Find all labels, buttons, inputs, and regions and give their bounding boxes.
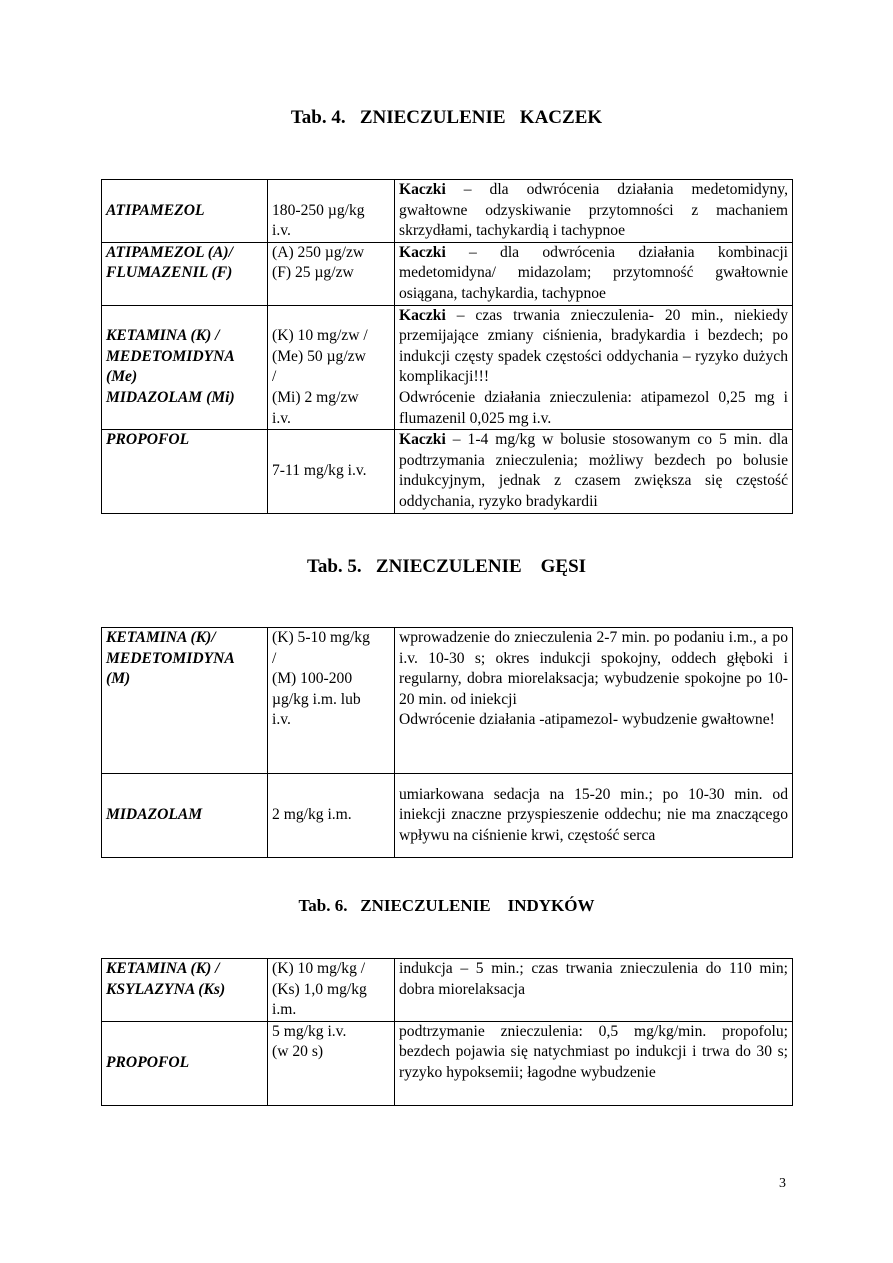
- table-4-title: Tab. 4. ZNIECZULENIE KACZEK: [290, 107, 603, 128]
- drug-cell: ATIPAMEZOL: [102, 180, 268, 243]
- page-number: 3: [779, 1176, 786, 1191]
- table-5: [101, 627, 793, 858]
- table-row: [102, 430, 793, 514]
- note-cell: umiarkowana sedacja na 15-20 min.; po 10-30 min. od iniekcji znaczne przyspieszenie oddechu; nie ma znaczącego wpływu na ciśnienie krwi, częstość serca: [395, 774, 793, 858]
- note-cell: Kaczki – 1-4 mg/kg w bolusie stosowanym co 5 min. dla podtrzymania znieczulenia; możliwy bezdech po bolusie indukcyjnym, jednak z czasem zwiększa się częstość oddychania, ryzyko bradykardii: [395, 430, 793, 514]
- dose-cell: (K) 10 mg/zw / (Me) 50 µg/zw / (Mi) 2 mg/zw i.v.: [268, 305, 395, 430]
- table-row: [102, 242, 793, 305]
- table-row: [102, 959, 793, 1022]
- dose-cell: (A) 250 µg/zw (F) 25 µg/zw: [268, 242, 395, 305]
- note-cell: podtrzymanie znieczulenia: 0,5 mg/kg/min. propofolu; bezdech pojawia się natychmiast po indukcji i trwa do 30 s; ryzyko hypoksemii; łagodne wybudzenie: [395, 1021, 793, 1105]
- dose-cell: (K) 10 mg/kg / (Ks) 1,0 mg/kg i.m.: [268, 959, 395, 1022]
- drug-cell: MIDAZOLAM: [102, 774, 268, 858]
- dose-cell: 2 mg/kg i.m.: [268, 774, 395, 858]
- drug-cell: PROPOFOL: [102, 1021, 268, 1105]
- note-cell: Kaczki – czas trwania znieczulenia- 20 min., niekiedy przemijające zmiany ciśnienia, bradykardia i bezdech; po indukcji częsty spadek częstości oddychania – ryzyko dużych komplikacji!!! Odwrócenie działania znieczulenia: atipamezol 0,25 mg i flumazenil 0,025 mg i.v.: [395, 305, 793, 430]
- drug-cell: KETAMINA (K)/ MEDETOMIDYNA (M): [102, 628, 268, 774]
- dose-cell: (K) 5-10 mg/kg / (M) 100-200 µg/kg i.m. lub i.v.: [268, 628, 395, 774]
- note-cell: wprowadzenie do znieczulenia 2-7 min. po podaniu i.m., a po i.v. 10-30 s; okres indukcji spokojny, oddech głęboki i regularny, dobra miorelaksacja; wybudzenie spokojne po 10-20 min. od iniekcji Odwrócenie działania -atipamezol- wybudzenie gwałtowne!: [395, 628, 793, 774]
- drug-cell: KETAMINA (K) / MEDETOMIDYNA (Me) MIDAZOLAM (Mi): [102, 305, 268, 430]
- table-row: [102, 628, 793, 774]
- table-4: [101, 179, 793, 514]
- note-cell: Kaczki – dla odwrócenia działania kombinacji medetomidyna/ midazolam; przytomność gwałtownie osiągana, tachykardia, tachypnoe: [395, 242, 793, 305]
- drug-cell: PROPOFOL: [102, 430, 268, 514]
- dose-cell: 180-250 µg/kg i.v.: [268, 180, 395, 243]
- table-5-title: Tab. 5. ZNIECZULENIE GĘSI: [306, 556, 587, 577]
- table-row: [102, 1021, 793, 1105]
- table-row: [102, 180, 793, 243]
- note-cell: indukcja – 5 min.; czas trwania znieczulenia do 110 min; dobra miorelaksacja: [395, 959, 793, 1022]
- table-6: [101, 958, 793, 1106]
- drug-cell: KETAMINA (K) / KSYLAZYNA (Ks): [102, 959, 268, 1022]
- dose-cell: 7-11 mg/kg i.v.: [268, 430, 395, 514]
- table-row: [102, 774, 793, 858]
- table-6-title: Tab. 6. ZNIECZULENIE INDYKÓW: [298, 896, 595, 915]
- drug-cell: ATIPAMEZOL (A)/ FLUMAZENIL (F): [102, 242, 268, 305]
- table-row: [102, 305, 793, 430]
- dose-cell: 5 mg/kg i.v. (w 20 s): [268, 1021, 395, 1105]
- note-cell: Kaczki – dla odwrócenia działania medetomidyny, gwałtowne odzyskiwanie przytomności z machaniem skrzydłami, tachykardią i tachypnoe: [395, 180, 793, 243]
